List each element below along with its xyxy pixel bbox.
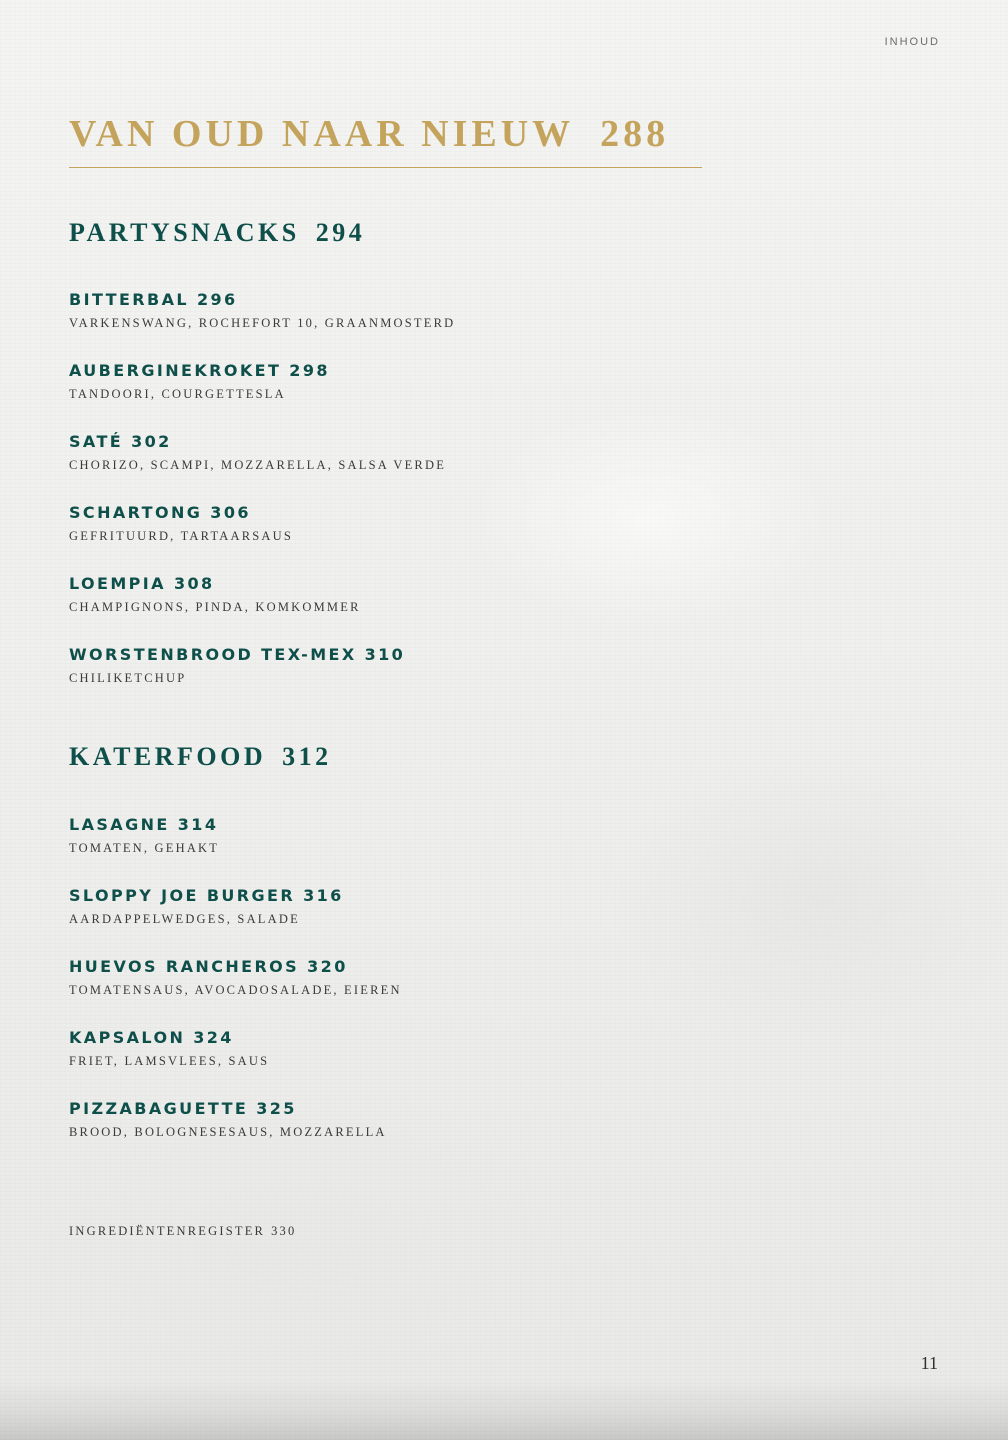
entry-page-number: 310	[364, 645, 406, 664]
title-divider	[69, 167, 702, 168]
entry-title: AUBERGINEKROKET 298	[69, 361, 330, 380]
toc-entry-auberginekroket[interactable]	[69, 361, 330, 401]
entry-page-number: 298	[289, 361, 330, 380]
section-page-number: 294	[315, 218, 366, 247]
contents-nav-link[interactable]: INHOUD	[884, 36, 940, 48]
entry-page-number: 314	[177, 815, 219, 834]
ingredient-register-link[interactable]	[69, 1224, 296, 1239]
register-label: INGREDIËNTENREGISTER	[69, 1224, 266, 1238]
toc-entry-schartong[interactable]	[69, 503, 293, 543]
entry-title: WORSTENBROOD TEX-MEX 310	[69, 645, 406, 664]
entry-description: TANDOORI, COURGETTESLA	[69, 387, 286, 401]
entry-title: HUEVOS RANCHEROS 320	[69, 957, 348, 976]
register-page-number: 330	[271, 1224, 297, 1238]
entry-title: SCHARTONG 306	[69, 503, 251, 522]
fabric-edge-shadow	[0, 1380, 1008, 1440]
chapter-page-number: 288	[600, 113, 670, 155]
entry-title: LOEMPIA 308	[69, 574, 215, 593]
entry-description: TOMATEN, GEHAKT	[69, 841, 220, 855]
entry-page-number: 308	[173, 574, 215, 593]
toc-entry-sate[interactable]	[69, 432, 446, 472]
entry-title: LASAGNE 314	[69, 815, 219, 834]
entry-description: CHORIZO, SCAMPI, MOZZARELLA, SALSA VERDE	[69, 458, 447, 472]
entry-page-number: 316	[303, 886, 344, 905]
chapter-title[interactable]	[69, 112, 669, 156]
toc-entry-loempia[interactable]	[69, 574, 361, 614]
entry-description: TOMATENSAUS, AVOCADOSALADE, EIEREN	[69, 983, 402, 997]
entry-description: BROOD, BOLOGNESESAUS, MOZZARELLA	[69, 1125, 387, 1139]
entry-title: KAPSALON 324	[69, 1028, 234, 1047]
toc-entry-huevos-rancheros[interactable]	[69, 957, 402, 997]
entry-title: PIZZABAGUETTE 325	[69, 1099, 297, 1118]
section-page-number: 312	[282, 742, 332, 771]
chapter-title-text: VAN OUD NAAR NIEUW	[69, 113, 575, 155]
entry-title: BITTERBAL 296	[69, 290, 238, 309]
entry-page-number: 320	[307, 957, 348, 976]
entry-page-number: 302	[131, 432, 172, 451]
entry-page-number: 325	[256, 1099, 297, 1118]
entry-title: SLOPPY JOE BURGER 316	[69, 886, 344, 905]
toc-entry-bitterbal[interactable]	[69, 290, 455, 330]
entry-description: CHILIKETCHUP	[69, 671, 187, 685]
toc-entry-lasagne[interactable]	[69, 815, 219, 855]
entry-page-number: 306	[210, 503, 251, 522]
entry-description: AARDAPPELWEDGES, SALADE	[69, 912, 300, 926]
page-number: 11	[920, 1353, 938, 1373]
toc-entry-sloppy-joe-burger[interactable]	[69, 886, 344, 926]
entry-description: GEFRITUURD, TARTAARSAUS	[69, 529, 294, 543]
entry-title: SATÉ 302	[69, 432, 172, 451]
entry-description: FRIET, LAMSVLEES, SAUS	[69, 1054, 270, 1068]
section-heading-katerfood[interactable]	[69, 742, 332, 772]
toc-entry-worstenbrood[interactable]	[69, 645, 405, 685]
section-title: KATERFOOD	[69, 742, 267, 771]
entry-description: CHAMPIGNONS, PINDA, KOMKOMMER	[69, 600, 361, 614]
toc-entry-pizzabaguette[interactable]	[69, 1099, 387, 1139]
entry-description: VARKENSWANG, ROCHEFORT 10, GRAANMOSTERD	[69, 316, 456, 330]
section-title: PARTYSNACKS	[69, 218, 300, 247]
toc-entry-kapsalon[interactable]	[69, 1028, 269, 1068]
section-heading-partysnacks[interactable]	[69, 218, 365, 248]
entry-page-number: 296	[196, 290, 238, 309]
entry-page-number: 324	[193, 1028, 234, 1047]
